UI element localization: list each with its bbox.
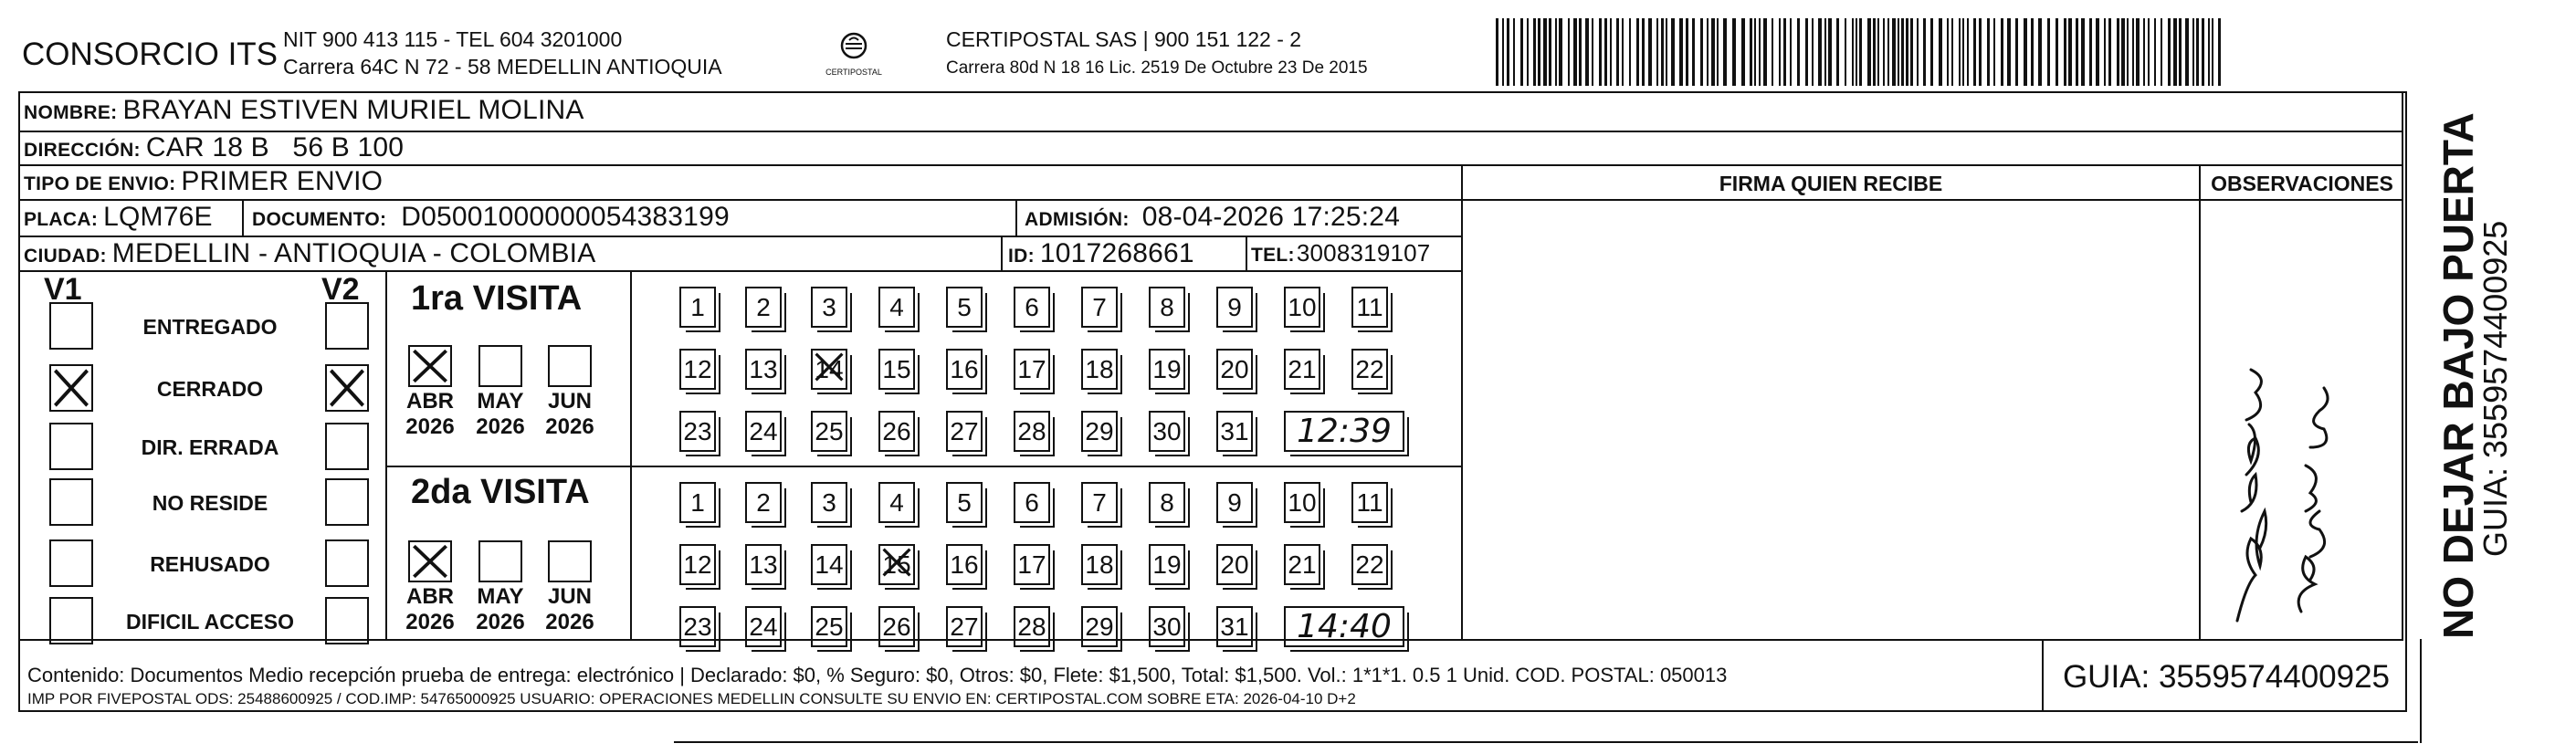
footer-content: Contenido: Documentos Medio recepción prueba de entrega: electrónico | Declarado: $0, % Seguro: $0, Otros: $0, Flete: $1,500, Total: $1,500. Vol.: 1*1*1. 0.5 1 Unid. COD. POSTAL: 050013 [27, 664, 1728, 686]
barcode-bar [2212, 18, 2213, 86]
nombre-value: BRAYAN ESTIVEN MURIEL MOLINA [122, 95, 584, 125]
month-checkbox[interactable] [408, 345, 452, 387]
day-box[interactable]: 28 [1014, 411, 1050, 452]
barcode-bar [2202, 18, 2204, 86]
month-label: MAY [477, 389, 524, 414]
barcode-bar [2108, 18, 2111, 86]
barcode-bar [2143, 18, 2145, 86]
day-box[interactable]: 11 [1351, 482, 1388, 523]
barcode-bar [2038, 18, 2042, 86]
barcode-bar [1973, 18, 1976, 86]
barcode-bar [1711, 18, 1715, 86]
barcode-bar [2068, 18, 2072, 86]
barcode-bar [2007, 18, 2011, 86]
day-box[interactable]: 10 [1284, 482, 1320, 523]
month-checkbox[interactable] [478, 540, 522, 582]
id-value: 1017268661 [1039, 238, 1194, 268]
barcode-bar [1513, 18, 1515, 86]
year-label: 2026 [405, 414, 455, 439]
v2-checkbox[interactable] [325, 478, 369, 526]
month-label: ABR [406, 389, 454, 414]
company-name: CONSORCIO ITS [22, 37, 279, 72]
side-guia: GUIA: 3559574400925 [2476, 220, 2514, 557]
day-box[interactable]: 15 [878, 544, 915, 585]
day-box[interactable]: 2 [745, 482, 782, 523]
barcode-bar [1772, 18, 1773, 86]
barcode-bar [1836, 18, 1839, 86]
barcode-bar [1520, 18, 1523, 86]
day-box[interactable]: 26 [878, 606, 915, 647]
v1-checkbox[interactable] [49, 423, 93, 470]
barcode-bar [1917, 18, 1919, 86]
day-box[interactable]: 12 [679, 544, 716, 585]
id-field [1008, 238, 1194, 269]
barcode-bar [1783, 18, 1786, 86]
company-nit: NIT 900 413 115 - TEL 604 3201000 [283, 27, 623, 51]
barcode-bar [2179, 18, 2182, 86]
barcode-bar [1579, 18, 1582, 86]
barcode-bar [1533, 18, 1536, 86]
day-box[interactable]: 7 [1081, 287, 1118, 328]
v2-checkbox[interactable] [325, 423, 369, 470]
barcode-bar [1962, 18, 1964, 86]
barcode-bar [1573, 18, 1577, 86]
barcode-bar [1790, 18, 1792, 86]
day-box[interactable]: 5 [946, 482, 983, 523]
barcode-bar [1671, 18, 1675, 86]
barcode-bar [1883, 18, 1885, 86]
visit1-title: 1ra VISITA [411, 279, 583, 318]
placa-field [24, 202, 213, 233]
barcode-bar [1723, 18, 1727, 86]
tipo-envio-field [24, 166, 383, 197]
barcode-bar [2031, 18, 2034, 86]
day-box[interactable]: 14 [811, 544, 847, 585]
admision-value: 08-04-2026 17:25:24 [1141, 202, 1401, 232]
barcode-bar [1873, 18, 1876, 86]
barcode-bar [1828, 18, 1832, 86]
direccion-label: DIRECCIÓN: [24, 140, 141, 161]
day-box[interactable]: 6 [1014, 287, 1050, 328]
barcode-bar [1543, 18, 1547, 86]
admision-field [1025, 202, 1400, 233]
company-address: Carrera 64C N 72 - 58 MEDELLIN ANTIOQUIA [283, 55, 722, 79]
barcode-bar [2173, 18, 2177, 86]
day-box[interactable]: 21 [1284, 349, 1320, 390]
month-checkbox[interactable] [548, 540, 592, 582]
footer-guia: GUIA: 3559574400925 [2062, 659, 2391, 695]
barcode-bar [1967, 18, 1969, 86]
ciudad-field [24, 238, 595, 269]
day-box[interactable]: 22 [1351, 544, 1388, 585]
ciudad-label: CIUDAD: [24, 246, 107, 267]
day-box[interactable]: 11 [1351, 287, 1388, 328]
barcode-bar [1859, 18, 1862, 86]
barcode-bar [1901, 18, 1904, 86]
direccion-field [24, 132, 404, 163]
barcode-bar [1979, 18, 1982, 86]
year-label: 2026 [476, 610, 525, 634]
barcode-bar [1585, 18, 1589, 86]
barcode-bar [2064, 18, 2066, 86]
barcode-bar [1679, 18, 1683, 86]
day-box[interactable]: 29 [1081, 606, 1118, 647]
barcode-bar [2089, 18, 2092, 86]
barcode-bar [1648, 18, 1652, 86]
v1-checkbox[interactable] [49, 478, 93, 526]
barcode-bar [2161, 18, 2162, 86]
certipostal-logo [826, 27, 881, 82]
visit2-title: 2da VISITA [411, 473, 590, 511]
day-box[interactable]: 13 [745, 349, 782, 390]
barcode-bar [1502, 18, 1504, 86]
day-box[interactable]: 25 [811, 411, 847, 452]
barcode-bar [2117, 18, 2119, 86]
barcode-bar [2081, 18, 2085, 86]
day-box[interactable]: 2 [745, 287, 782, 328]
status-label: NO RESIDE [152, 491, 268, 515]
month-label: ABR [406, 584, 454, 609]
barcode-bar [2208, 18, 2210, 86]
barcode-bar [2185, 18, 2189, 86]
barcode-bar [1759, 18, 1761, 86]
nombre-field [24, 95, 584, 126]
barcode-bar [2196, 18, 2199, 86]
day-box[interactable]: 18 [1081, 349, 1118, 390]
barcode-bar [1959, 18, 1961, 86]
nombre-label: NOMBRE: [24, 102, 118, 123]
day-box[interactable]: 5 [946, 287, 983, 328]
day-box[interactable]: 20 [1216, 544, 1253, 585]
barcode-bar [1656, 18, 1658, 86]
barcode-bar [1636, 18, 1639, 86]
day-box[interactable]: 16 [946, 544, 983, 585]
barcode-bar [1741, 18, 1745, 86]
barcode-bar [2136, 18, 2140, 86]
tel-field [1251, 239, 1430, 267]
tipo-envio-value: PRIMER ENVIO [181, 166, 384, 196]
day-box[interactable]: 17 [1014, 544, 1050, 585]
barcode-bar [1845, 18, 1846, 86]
barcode-bar [1877, 18, 1879, 86]
barcode-bar [1717, 18, 1719, 86]
documento-label: DOCUMENTO: [252, 209, 387, 230]
barcode-bar [1892, 18, 1896, 86]
status-label: ENTREGADO [142, 315, 278, 339]
barcode-bar [1527, 18, 1529, 86]
documento-value: D05001000000054383199 [401, 202, 730, 232]
barcode-bar [1700, 18, 1703, 86]
day-box[interactable]: 7 [1081, 482, 1118, 523]
v2-checkbox[interactable] [325, 539, 369, 587]
status-label: DIR. ERRADA [141, 435, 279, 459]
visit-time-box[interactable] [1284, 606, 1404, 647]
barcode-bar [1898, 18, 1899, 86]
month-label: MAY [477, 584, 524, 609]
barcode-bar [1818, 18, 1822, 86]
documento-field [252, 202, 730, 233]
firma-header: FIRMA QUIEN RECIBE [1719, 172, 1943, 195]
barcode-bar [1923, 18, 1926, 86]
barcode-bar [1661, 18, 1664, 86]
barcode-bar [1642, 18, 1645, 86]
day-box[interactable]: 30 [1149, 411, 1185, 452]
day-box[interactable]: 27 [946, 606, 983, 647]
day-check-mark [880, 546, 913, 583]
barcode-bar [1754, 18, 1756, 86]
v2-label: V2 [321, 272, 360, 307]
day-box[interactable]: 21 [1284, 544, 1320, 585]
v1-checkbox[interactable] [49, 597, 93, 644]
barcode-bar [1987, 18, 1990, 86]
barcode-bar [2218, 18, 2221, 86]
year-label: 2026 [545, 610, 594, 634]
day-box[interactable]: 13 [745, 544, 782, 585]
day-box[interactable]: 23 [679, 606, 716, 647]
year-label: 2026 [545, 414, 594, 439]
v2-checkbox[interactable] [325, 597, 369, 644]
day-box[interactable]: 9 [1216, 287, 1253, 328]
logo-text: CERTIPOSTAL [825, 68, 882, 77]
day-box[interactable]: 19 [1149, 544, 1185, 585]
barcode-bar [1750, 18, 1752, 86]
v1-checkbox[interactable] [49, 364, 93, 412]
side-warning: NO DEJAR BAJO PUERTA [2434, 112, 2482, 639]
barcode-bar [2168, 18, 2171, 86]
observaciones-handwriting [2210, 292, 2374, 630]
v1-checkbox[interactable] [49, 302, 93, 350]
month-checkbox[interactable] [408, 540, 452, 582]
status-label: REHUSADO [150, 552, 270, 576]
barcode-bar [1559, 18, 1562, 86]
barcode-bar [1779, 18, 1781, 86]
barcode-bar [2121, 18, 2125, 86]
day-box[interactable]: 28 [1014, 606, 1050, 647]
day-box[interactable]: 10 [1284, 287, 1320, 328]
day-box[interactable]: 30 [1149, 606, 1185, 647]
day-box[interactable]: 1 [679, 287, 716, 328]
barcode-bar [1686, 18, 1688, 86]
barcode-bar [2104, 18, 2106, 86]
barcode-bar [1906, 18, 1908, 86]
tel-value: 3008319107 [1296, 239, 1431, 267]
barcode-bar [2127, 18, 2129, 86]
day-box[interactable]: 26 [878, 411, 915, 452]
barcode-bar [1610, 18, 1612, 86]
day-box[interactable]: 15 [878, 349, 915, 390]
day-box[interactable]: 1 [679, 482, 716, 523]
day-box[interactable]: 31 [1216, 606, 1253, 647]
barcode-bar [2047, 18, 2050, 86]
footer-imp: IMP POR FIVEPOSTAL ODS: 25488600925 / COD.IMP: 54765000925 USUARIO: OPERACIONES MEDELLIN CONSULTE SU ENVIO EN: CERTIPOSTAL.COM SOBRE ETA: 2026-04-10 D+2 [27, 690, 1356, 707]
day-box[interactable]: 17 [1014, 349, 1050, 390]
barcode-bar [2096, 18, 2099, 86]
v1-checkbox[interactable] [49, 539, 93, 587]
visit-time: 12:39 [1297, 413, 1392, 450]
day-box[interactable]: 6 [1014, 482, 1050, 523]
barcode-bar [1856, 18, 1857, 86]
barcode-bar [2015, 18, 2018, 86]
barcode-bar [1507, 18, 1509, 86]
barcode-bar [1812, 18, 1814, 86]
barcode-bar [1939, 18, 1942, 86]
tel-label: TEL: [1251, 245, 1295, 266]
day-box[interactable]: 31 [1216, 411, 1253, 452]
barcode-bar [1555, 18, 1557, 86]
barcode-bar [2148, 18, 2150, 86]
barcode-bar [2132, 18, 2134, 86]
barcode-bar [1622, 18, 1624, 86]
day-box[interactable]: 14 [811, 349, 847, 390]
visit-time: 14:40 [1297, 608, 1392, 645]
barcode-bar [1496, 18, 1498, 86]
month-label: JUN [547, 584, 592, 609]
day-box[interactable]: 24 [745, 606, 782, 647]
tipo-envio-label: TIPO DE ENVIO: [24, 173, 176, 194]
day-box[interactable]: 8 [1149, 287, 1185, 328]
day-box[interactable]: 8 [1149, 482, 1185, 523]
barcode-bar [1993, 18, 1995, 86]
day-box[interactable]: 4 [878, 287, 915, 328]
barcode-bar [1852, 18, 1854, 86]
barcode-bar [1666, 18, 1667, 86]
barcode-bar [1599, 18, 1602, 86]
v1-label: V1 [44, 272, 82, 307]
year-label: 2026 [405, 610, 455, 634]
year-label: 2026 [476, 414, 525, 439]
day-box[interactable]: 9 [1216, 482, 1253, 523]
day-box[interactable]: 3 [811, 287, 847, 328]
day-box[interactable]: 25 [811, 606, 847, 647]
barcode-bar [1910, 18, 1913, 86]
barcode-bar [2056, 18, 2058, 86]
day-check-mark [813, 351, 846, 388]
barcode-bar [1732, 18, 1736, 86]
barcode-bar [1805, 18, 1808, 86]
day-box[interactable]: 3 [811, 482, 847, 523]
day-box[interactable]: 23 [679, 411, 716, 452]
status-label: CERRADO [156, 377, 264, 401]
day-box[interactable]: 22 [1351, 349, 1388, 390]
barcode-bar [1538, 18, 1540, 86]
day-box[interactable]: 20 [1216, 349, 1253, 390]
carrier-license: Carrera 80d N 18 16 Lic. 2519 De Octubre 23 De 2015 [946, 58, 1368, 78]
day-box[interactable]: 29 [1081, 411, 1118, 452]
barcode-bar [1887, 18, 1889, 86]
admision-label: ADMISIÓN: [1025, 209, 1130, 230]
barcode-bar [1616, 18, 1619, 86]
barcode-bar [2001, 18, 2003, 86]
barcode-bar [2192, 18, 2194, 86]
day-box[interactable]: 16 [946, 349, 983, 390]
carrier-info: CERTIPOSTAL SAS | 900 151 122 - 2 [946, 27, 1302, 51]
barcode [1496, 18, 2228, 86]
day-box[interactable]: 19 [1149, 349, 1185, 390]
barcode-bar [1692, 18, 1695, 86]
placa-value: LQM76E [103, 202, 213, 232]
day-box[interactable]: 27 [946, 411, 983, 452]
month-checkbox[interactable] [478, 345, 522, 387]
month-label: JUN [547, 389, 592, 414]
barcode-bar [1930, 18, 1933, 86]
ciudad-value: MEDELLIN - ANTIOQUIA - COLOMBIA [111, 238, 596, 268]
barcode-bar [1824, 18, 1826, 86]
barcode-bar [2076, 18, 2078, 86]
barcode-bar [2024, 18, 2027, 86]
day-box[interactable]: 12 [679, 349, 716, 390]
visit-time-box[interactable] [1284, 411, 1404, 452]
barcode-bar [1707, 18, 1709, 86]
barcode-bar [1947, 18, 1949, 86]
status-label: DIFICIL ACCESO [125, 610, 294, 634]
id-label: ID: [1008, 246, 1035, 267]
v2-checkbox[interactable] [325, 364, 369, 412]
barcode-bar [1549, 18, 1551, 86]
barcode-bar [1951, 18, 1953, 86]
placa-label: PLACA: [24, 209, 99, 230]
barcode-bar [1629, 18, 1631, 86]
day-box[interactable]: 4 [878, 482, 915, 523]
barcode-bar [2154, 18, 2156, 86]
barcode-bar [1604, 18, 1607, 86]
month-checkbox[interactable] [548, 345, 592, 387]
barcode-bar [1592, 18, 1593, 86]
observaciones-header: OBSERVACIONES [2211, 172, 2393, 195]
barcode-bar [1797, 18, 1800, 86]
barcode-bar [1867, 18, 1871, 86]
barcode-bar [1763, 18, 1767, 86]
direccion-value: CAR 18 B 56 B 100 [145, 132, 405, 162]
barcode-bar [1568, 18, 1570, 86]
day-box[interactable]: 18 [1081, 544, 1118, 585]
day-box[interactable]: 24 [745, 411, 782, 452]
v2-checkbox[interactable] [325, 302, 369, 350]
